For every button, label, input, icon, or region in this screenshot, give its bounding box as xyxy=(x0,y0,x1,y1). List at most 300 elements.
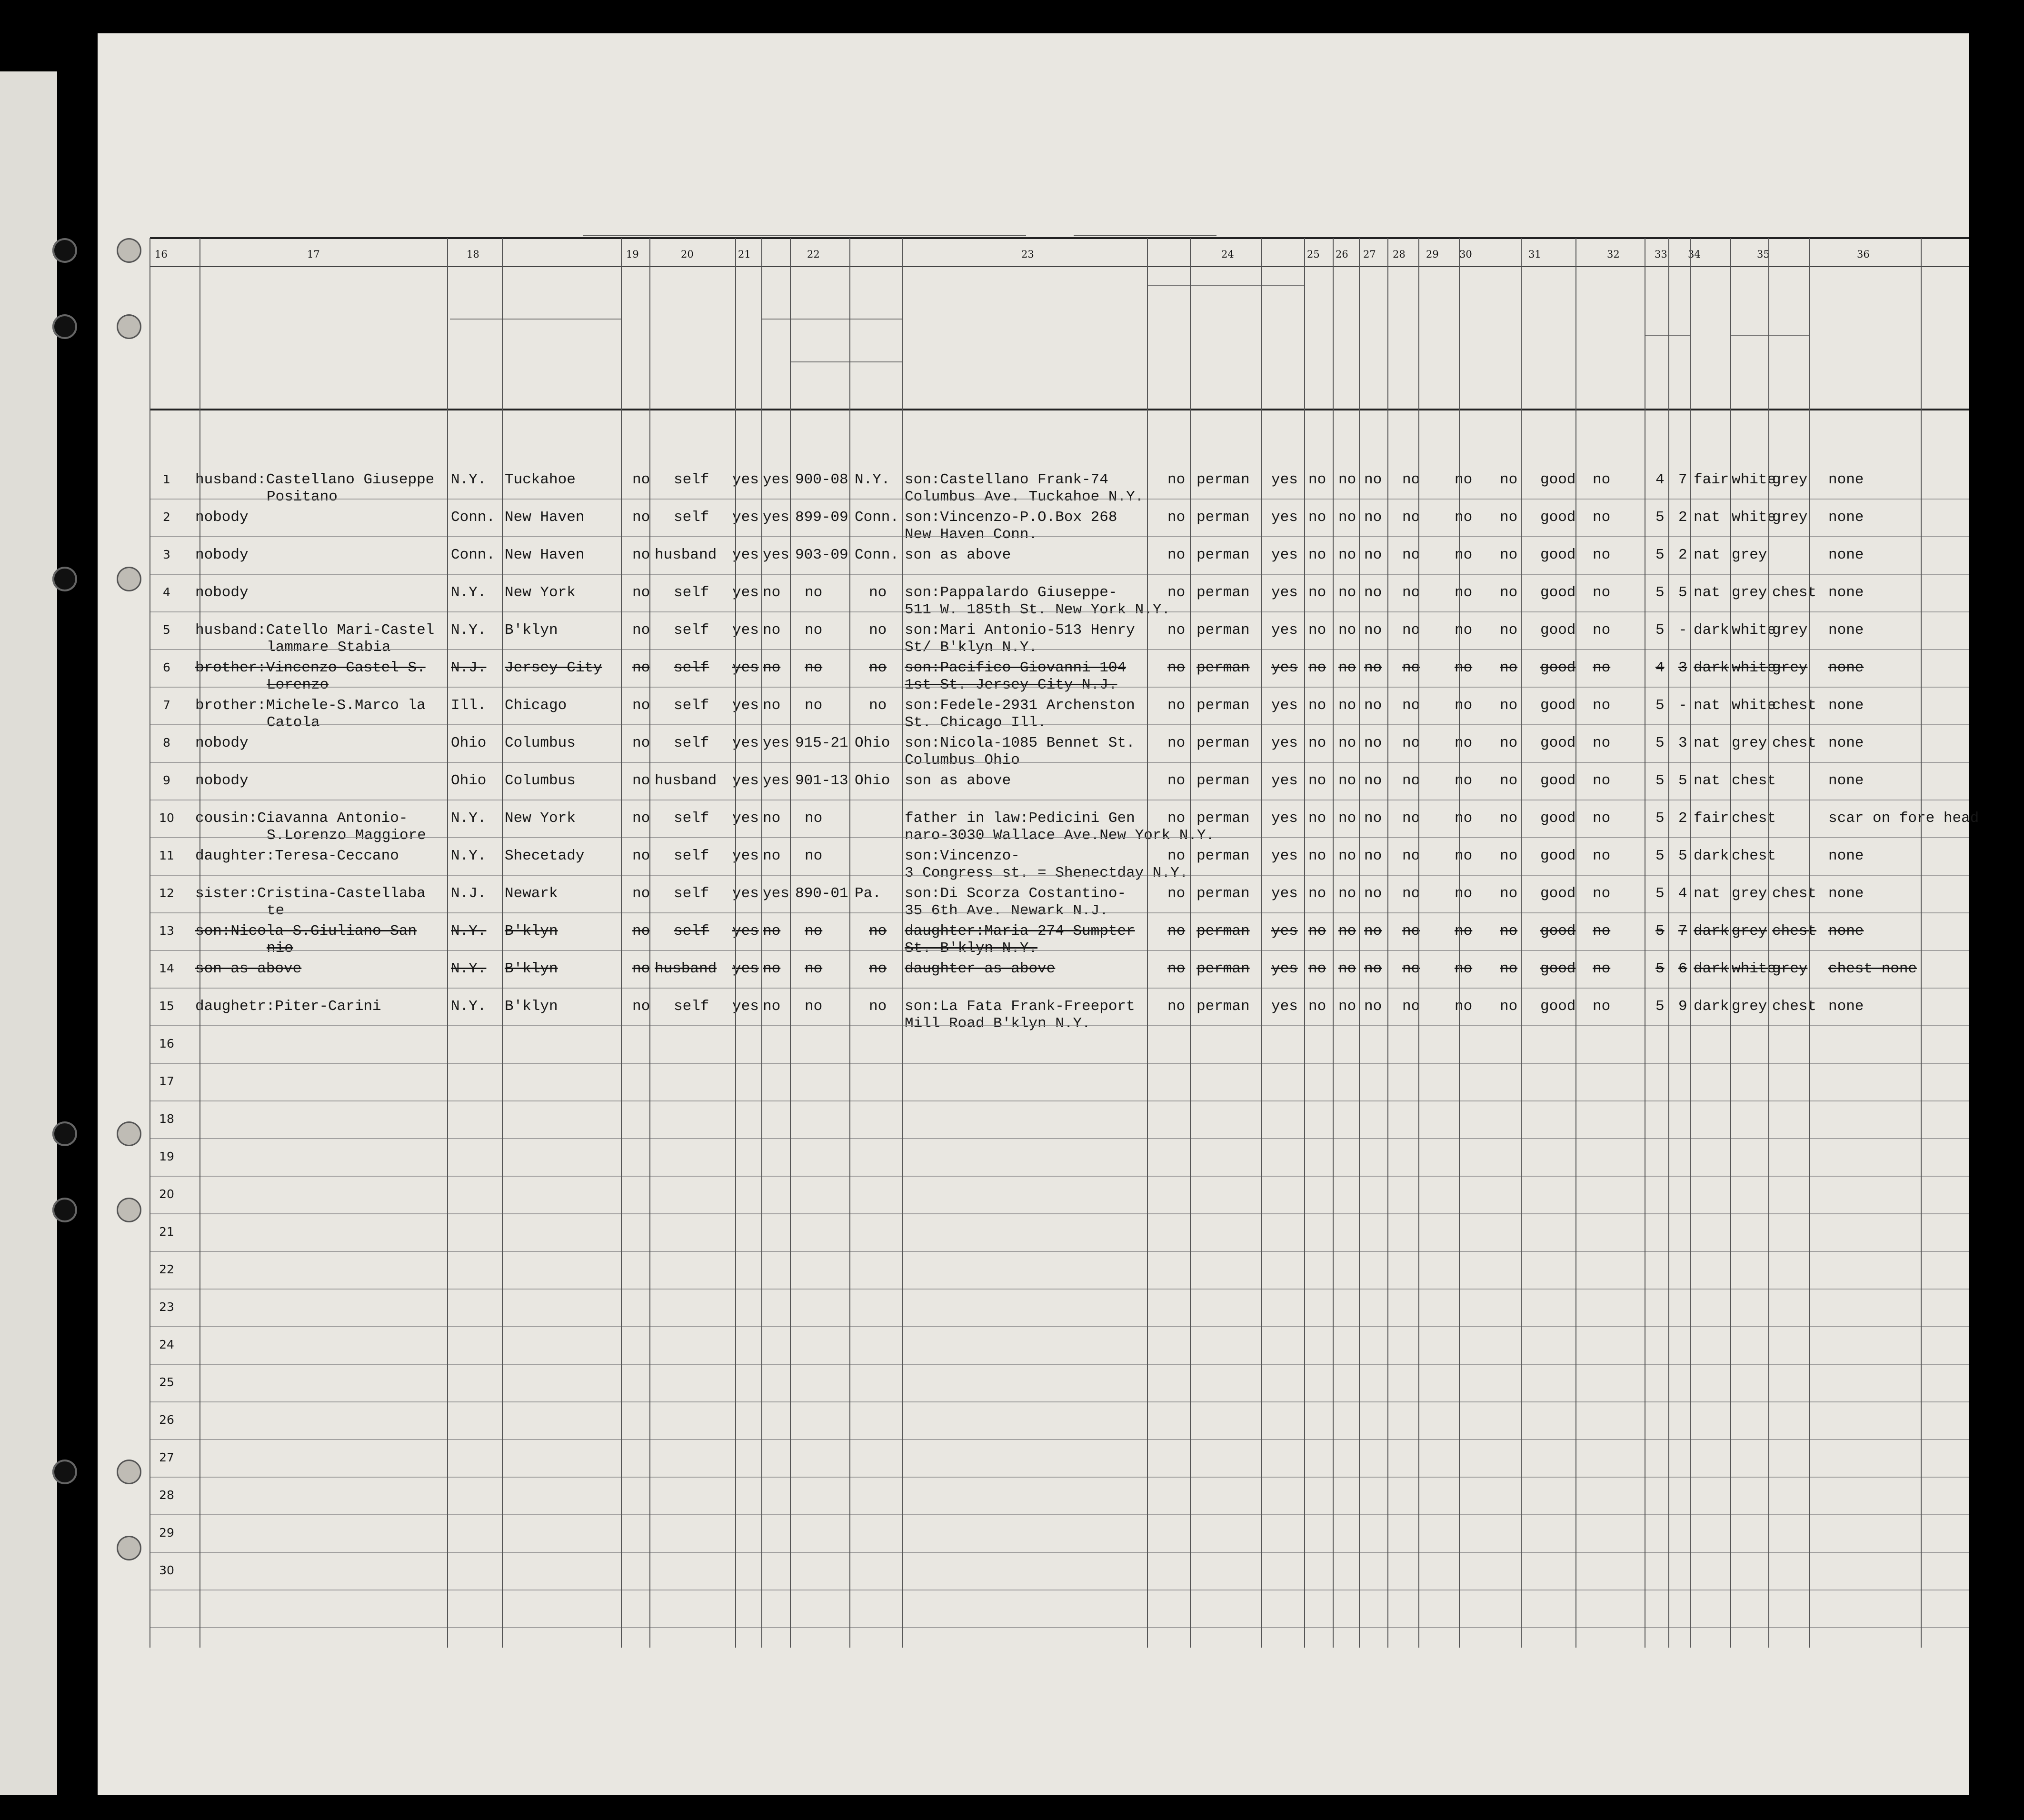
overthrow-value: no xyxy=(1402,509,1420,526)
overthrow-value: no xyxy=(1402,998,1420,1015)
column-number: 27 xyxy=(1363,249,1376,260)
height-inches: 2 xyxy=(1678,547,1687,563)
column-number: 16 xyxy=(155,249,168,260)
row-number: 25 xyxy=(159,1375,174,1389)
purpose-citizen: yes xyxy=(1271,509,1298,526)
where-value: Conn. xyxy=(855,547,899,563)
money-value: yes xyxy=(732,848,759,864)
polygamist-value: no xyxy=(1338,622,1356,639)
destination-state: Ill. xyxy=(451,697,487,714)
years-value: no xyxy=(805,960,823,977)
health-value: good xyxy=(1540,697,1576,714)
money-value: yes xyxy=(732,509,759,526)
contract-value: no xyxy=(1455,509,1473,526)
where-value: N.Y. xyxy=(855,471,890,488)
before-value: yes xyxy=(763,547,789,563)
hair-value: grey xyxy=(1732,998,1767,1015)
paid-by-value: self xyxy=(674,471,709,488)
ticket-value: no xyxy=(632,584,650,601)
prison-value: no xyxy=(1308,735,1326,751)
eyes-value: chest xyxy=(1772,885,1817,902)
deformed-value: no xyxy=(1593,584,1611,601)
prison-value: no xyxy=(1308,923,1326,940)
row-number: 29 xyxy=(159,1526,174,1540)
where-value: no xyxy=(869,923,887,940)
years-value: 903-09 xyxy=(795,547,848,563)
destination-city: Shecetady xyxy=(505,848,585,864)
height-feet: 4 xyxy=(1655,471,1665,488)
column-number: 33 xyxy=(1655,249,1667,260)
column-number: 36 xyxy=(1857,249,1870,260)
purpose-citizen: yes xyxy=(1271,697,1298,714)
height-inches: 4 xyxy=(1678,885,1687,902)
purpose-citizen: yes xyxy=(1271,998,1298,1015)
row-number: 17 xyxy=(159,1074,174,1088)
joining-relative: son:Di Scorza Costantino- xyxy=(905,885,1127,902)
relative-place: S.Lorenzo Maggiore xyxy=(267,827,426,844)
prison-value: no xyxy=(1308,509,1326,526)
deported-value: no xyxy=(1500,772,1518,789)
anarchist-value: no xyxy=(1364,848,1382,864)
hair-value: grey xyxy=(1732,547,1767,563)
row-number: 3 xyxy=(163,548,170,561)
joining-address: St/ B'klyn N.Y. xyxy=(905,639,1038,656)
deformed-value: no xyxy=(1593,772,1611,789)
purpose-return: no xyxy=(1167,998,1186,1015)
purpose-return: no xyxy=(1167,735,1186,751)
contract-value: no xyxy=(1455,810,1473,827)
marks-value: chest none xyxy=(1828,960,1917,977)
deformed-value: no xyxy=(1593,923,1611,940)
height-feet: 5 xyxy=(1655,810,1665,827)
height-feet: 5 xyxy=(1655,848,1665,864)
marks-value: none xyxy=(1828,547,1864,563)
years-value: no xyxy=(805,848,823,864)
relative-name: daughetr:Piter-Carini xyxy=(195,998,381,1015)
anarchist-value: no xyxy=(1364,960,1382,977)
joining-address: New Haven Conn. xyxy=(905,526,1038,543)
joining-address: 35 6th Ave. Newark N.J. xyxy=(905,902,1108,919)
before-value: yes xyxy=(763,509,789,526)
marks-value: none xyxy=(1828,848,1864,864)
polygamist-value: no xyxy=(1338,509,1356,526)
joining-relative: son:Pappalardo Giuseppe- xyxy=(905,584,1117,601)
row-number: 11 xyxy=(159,849,174,862)
prison-value: no xyxy=(1308,848,1326,864)
prison-value: no xyxy=(1308,622,1326,639)
overthrow-value: no xyxy=(1402,960,1420,977)
column-number: 32 xyxy=(1607,249,1620,260)
where-value: no xyxy=(869,622,887,639)
purpose-length: perman xyxy=(1196,848,1250,864)
row-number: 19 xyxy=(159,1150,174,1163)
column-number: 20 xyxy=(681,249,694,260)
relative-name: brother:Michele-S.Marco la xyxy=(195,697,426,714)
relative-place: te xyxy=(267,902,285,919)
joining-address: 511 W. 185th St. New York N.Y. xyxy=(905,601,1171,618)
row-number: 10 xyxy=(159,811,174,825)
ticket-value: no xyxy=(632,735,650,751)
money-value: yes xyxy=(732,923,759,940)
height-feet: 5 xyxy=(1655,885,1665,902)
relative-name: daughter:Teresa-Ceccano xyxy=(195,848,399,864)
deformed-value: no xyxy=(1593,735,1611,751)
relative-name: nobody xyxy=(195,509,249,526)
relative-name: son:Nicola-S.Giuliano San xyxy=(195,923,417,940)
row-number: 6 xyxy=(163,660,170,674)
eyes-value: chest xyxy=(1772,697,1817,714)
joining-address: Mill Road B'klyn N.Y. xyxy=(905,1015,1091,1032)
overthrow-value: no xyxy=(1402,622,1420,639)
before-value: no xyxy=(763,960,781,977)
polygamist-value: no xyxy=(1338,848,1356,864)
paid-by-value: self xyxy=(674,735,709,751)
prison-value: no xyxy=(1308,810,1326,827)
column-number: 34 xyxy=(1688,249,1701,260)
ticket-value: no xyxy=(632,923,650,940)
purpose-citizen: yes xyxy=(1271,848,1298,864)
anarchist-value: no xyxy=(1364,810,1382,827)
destination-city: Columbus xyxy=(505,735,576,751)
hair-value: chest xyxy=(1732,772,1776,789)
before-value: no xyxy=(763,660,781,676)
destination-city: New Haven xyxy=(505,547,585,563)
hair-value: white xyxy=(1732,660,1776,676)
height-feet: 5 xyxy=(1655,735,1665,751)
purpose-length: perman xyxy=(1196,810,1250,827)
joining-relative: son:Vincenzo-P.O.Box 268 xyxy=(905,509,1117,526)
prison-value: no xyxy=(1308,885,1326,902)
before-value: yes xyxy=(763,471,789,488)
eyes-value: grey xyxy=(1772,622,1808,639)
years-value: no xyxy=(805,810,823,827)
destination-city: Newark xyxy=(505,885,558,902)
ticket-value: no xyxy=(632,547,650,563)
prison-value: no xyxy=(1308,998,1326,1015)
contract-value: no xyxy=(1455,660,1473,676)
purpose-return: no xyxy=(1167,509,1186,526)
purpose-citizen: yes xyxy=(1271,960,1298,977)
joining-relative: son as above xyxy=(905,772,1011,789)
before-value: no xyxy=(763,697,781,714)
relative-name: cousin:Ciavanna Antonio- xyxy=(195,810,408,827)
where-value: no xyxy=(869,998,887,1015)
health-value: good xyxy=(1540,998,1576,1015)
complexion-value: fair xyxy=(1694,810,1729,827)
height-inches: 3 xyxy=(1678,660,1687,676)
contract-value: no xyxy=(1455,885,1473,902)
hair-value: white xyxy=(1732,697,1776,714)
marks-value: none xyxy=(1828,923,1864,940)
anarchist-value: no xyxy=(1364,697,1382,714)
complexion-value: nat xyxy=(1694,772,1720,789)
row-number: 8 xyxy=(163,736,170,750)
destination-state: N.Y. xyxy=(451,622,487,639)
contract-value: no xyxy=(1455,998,1473,1015)
column-number: 28 xyxy=(1393,249,1406,260)
health-value: good xyxy=(1540,547,1576,563)
row-number: 9 xyxy=(163,773,170,787)
purpose-length: perman xyxy=(1196,998,1250,1015)
complexion-value: nat xyxy=(1694,735,1720,751)
contract-value: no xyxy=(1455,772,1473,789)
overthrow-value: no xyxy=(1402,885,1420,902)
hair-value: grey xyxy=(1732,923,1767,940)
health-value: good xyxy=(1540,810,1576,827)
joining-relative: son:Pacifico Giovanni-104 xyxy=(905,660,1127,676)
before-value: no xyxy=(763,848,781,864)
prison-value: no xyxy=(1308,471,1326,488)
marks-value: none xyxy=(1828,471,1864,488)
column-number: 35 xyxy=(1757,249,1770,260)
deformed-value: no xyxy=(1593,885,1611,902)
before-value: yes xyxy=(763,772,789,789)
prison-value: no xyxy=(1308,584,1326,601)
anarchist-value: no xyxy=(1364,772,1382,789)
years-value: no xyxy=(805,622,823,639)
ticket-value: no xyxy=(632,471,650,488)
height-inches: 2 xyxy=(1678,509,1687,526)
years-value: no xyxy=(805,998,823,1015)
height-inches: 5 xyxy=(1678,848,1687,864)
deported-value: no xyxy=(1500,848,1518,864)
marks-value: none xyxy=(1828,660,1864,676)
destination-city: Jersey City xyxy=(505,660,602,676)
eyes-value: chest xyxy=(1772,584,1817,601)
joining-address: 1st St. Jersey City N.J. xyxy=(905,677,1117,693)
column-number: 24 xyxy=(1221,249,1234,260)
deformed-value: no xyxy=(1593,509,1611,526)
paid-by-value: self xyxy=(674,660,709,676)
hair-value: grey xyxy=(1732,735,1767,751)
anarchist-value: no xyxy=(1364,660,1382,676)
where-value: Ohio xyxy=(855,735,890,751)
overthrow-value: no xyxy=(1402,923,1420,940)
polygamist-value: no xyxy=(1338,960,1356,977)
contract-value: no xyxy=(1455,848,1473,864)
years-value: 899-09 xyxy=(795,509,848,526)
overthrow-value: no xyxy=(1402,810,1420,827)
row-number: 15 xyxy=(159,999,174,1013)
height-inches: - xyxy=(1678,697,1687,714)
height-feet: 5 xyxy=(1655,772,1665,789)
paid-by-value: self xyxy=(674,885,709,902)
before-value: no xyxy=(763,810,781,827)
paid-by-value: self xyxy=(674,509,709,526)
height-feet: 5 xyxy=(1655,960,1665,977)
purpose-length: perman xyxy=(1196,471,1250,488)
row-number: 23 xyxy=(159,1300,174,1314)
years-value: 890-01 xyxy=(795,885,848,902)
health-value: good xyxy=(1540,471,1576,488)
deformed-value: no xyxy=(1593,848,1611,864)
ticket-value: no xyxy=(632,960,650,977)
purpose-return: no xyxy=(1167,697,1186,714)
years-value: 915-21 xyxy=(795,735,848,751)
purpose-citizen: yes xyxy=(1271,772,1298,789)
polygamist-value: no xyxy=(1338,810,1356,827)
hair-value: white xyxy=(1732,509,1776,526)
hair-value: white xyxy=(1732,960,1776,977)
height-feet: 4 xyxy=(1655,660,1665,676)
years-value: no xyxy=(805,923,823,940)
height-inches: 6 xyxy=(1678,960,1687,977)
deformed-value: no xyxy=(1593,622,1611,639)
complexion-value: nat xyxy=(1694,697,1720,714)
deported-value: no xyxy=(1500,697,1518,714)
purpose-return: no xyxy=(1167,471,1186,488)
marks-value: none xyxy=(1828,584,1864,601)
overthrow-value: no xyxy=(1402,547,1420,563)
money-value: yes xyxy=(732,998,759,1015)
deformed-value: no xyxy=(1593,547,1611,563)
purpose-length: perman xyxy=(1196,923,1250,940)
column-number: 19 xyxy=(626,249,639,260)
deported-value: no xyxy=(1500,923,1518,940)
money-value: yes xyxy=(732,810,759,827)
relative-place: lammare Stabia xyxy=(267,639,391,656)
destination-city: B'klyn xyxy=(505,960,558,977)
prison-value: no xyxy=(1308,547,1326,563)
joining-address: naro-3030 Wallace Ave.New York N.Y. xyxy=(905,827,1215,844)
overthrow-value: no xyxy=(1402,584,1420,601)
joining-address: Columbus Ave. Tuckahoe N.Y. xyxy=(905,489,1144,505)
purpose-length: perman xyxy=(1196,735,1250,751)
row-number: 5 xyxy=(163,623,170,637)
destination-state: N.Y. xyxy=(451,960,487,977)
relative-name: nobody xyxy=(195,547,249,563)
row-number: 30 xyxy=(159,1563,174,1577)
height-feet: 5 xyxy=(1655,998,1665,1015)
anarchist-value: no xyxy=(1364,622,1382,639)
row-number: 14 xyxy=(159,961,174,975)
row-number: 28 xyxy=(159,1488,174,1502)
anarchist-value: no xyxy=(1364,998,1382,1015)
paid-by-value: husband xyxy=(655,960,717,977)
hair-value: chest xyxy=(1732,810,1776,827)
marks-value: scar on fore head xyxy=(1828,810,1979,827)
ticket-value: no xyxy=(632,622,650,639)
paid-by-value: self xyxy=(674,810,709,827)
height-feet: 5 xyxy=(1655,622,1665,639)
prison-value: no xyxy=(1308,772,1326,789)
destination-city: Tuckahoe xyxy=(505,471,576,488)
health-value: good xyxy=(1540,923,1576,940)
where-value: no xyxy=(869,960,887,977)
deported-value: no xyxy=(1500,735,1518,751)
joining-address: Columbus Ohio xyxy=(905,752,1020,769)
before-value: yes xyxy=(763,735,789,751)
purpose-return: no xyxy=(1167,848,1186,864)
health-value: good xyxy=(1540,885,1576,902)
deported-value: no xyxy=(1500,509,1518,526)
joining-relative: son:Nicola-1085 Bennet St. xyxy=(905,735,1135,751)
paid-by-value: self xyxy=(674,923,709,940)
paid-by-value: husband xyxy=(655,772,717,789)
ticket-value: no xyxy=(632,509,650,526)
anarchist-value: no xyxy=(1364,584,1382,601)
destination-state: Conn. xyxy=(451,547,496,563)
relative-place: nio xyxy=(267,940,293,957)
overthrow-value: no xyxy=(1402,772,1420,789)
years-value: no xyxy=(805,697,823,714)
marks-value: none xyxy=(1828,622,1864,639)
purpose-citizen: yes xyxy=(1271,584,1298,601)
before-value: yes xyxy=(763,885,789,902)
prison-value: no xyxy=(1308,660,1326,676)
deformed-value: no xyxy=(1593,960,1611,977)
row-number: 20 xyxy=(159,1187,174,1201)
destination-state: N.Y. xyxy=(451,810,487,827)
overthrow-value: no xyxy=(1402,735,1420,751)
purpose-length: perman xyxy=(1196,697,1250,714)
height-feet: 5 xyxy=(1655,509,1665,526)
anarchist-value: no xyxy=(1364,547,1382,563)
complexion-value: nat xyxy=(1694,584,1720,601)
deformed-value: no xyxy=(1593,660,1611,676)
eyes-value: grey xyxy=(1772,960,1808,977)
contract-value: no xyxy=(1455,735,1473,751)
row-number: 4 xyxy=(163,585,170,599)
where-value: Pa. xyxy=(855,885,881,902)
row-number: 16 xyxy=(159,1037,174,1050)
purpose-length: perman xyxy=(1196,885,1250,902)
destination-state: N.J. xyxy=(451,885,487,902)
polygamist-value: no xyxy=(1338,923,1356,940)
destination-city: Chicago xyxy=(505,697,567,714)
column-number: 23 xyxy=(1021,249,1034,260)
relative-name: nobody xyxy=(195,735,249,751)
column-number: 22 xyxy=(807,249,820,260)
health-value: good xyxy=(1540,848,1576,864)
years-value: 900-08 xyxy=(795,471,848,488)
destination-city: B'klyn xyxy=(505,998,558,1015)
purpose-return: no xyxy=(1167,923,1186,940)
height-feet: 5 xyxy=(1655,584,1665,601)
joining-relative: son:Castellano Frank-74 xyxy=(905,471,1108,488)
where-value: no xyxy=(869,660,887,676)
destination-state: N.Y. xyxy=(451,471,487,488)
joining-relative: son:Vincenzo- xyxy=(905,848,1020,864)
money-value: yes xyxy=(732,735,759,751)
relative-name: son as above xyxy=(195,960,302,977)
column-number: 31 xyxy=(1528,249,1541,260)
destination-city: New York xyxy=(505,810,576,827)
paid-by-value: self xyxy=(674,584,709,601)
destination-city: New Haven xyxy=(505,509,585,526)
ticket-value: no xyxy=(632,697,650,714)
health-value: good xyxy=(1540,735,1576,751)
marks-value: none xyxy=(1828,772,1864,789)
where-value: no xyxy=(869,697,887,714)
ticket-value: no xyxy=(632,848,650,864)
height-inches: 2 xyxy=(1678,810,1687,827)
paid-by-value: self xyxy=(674,697,709,714)
overthrow-value: no xyxy=(1402,697,1420,714)
destination-state: N.Y. xyxy=(451,848,487,864)
purpose-length: perman xyxy=(1196,547,1250,563)
complexion-value: dark xyxy=(1694,998,1729,1015)
relative-place: Positano xyxy=(267,489,338,505)
marks-value: none xyxy=(1828,998,1864,1015)
height-inches: - xyxy=(1678,622,1687,639)
hair-value: grey xyxy=(1732,885,1767,902)
paid-by-value: self xyxy=(674,848,709,864)
purpose-citizen: yes xyxy=(1271,810,1298,827)
money-value: yes xyxy=(732,960,759,977)
height-inches: 9 xyxy=(1678,998,1687,1015)
purpose-citizen: yes xyxy=(1271,471,1298,488)
